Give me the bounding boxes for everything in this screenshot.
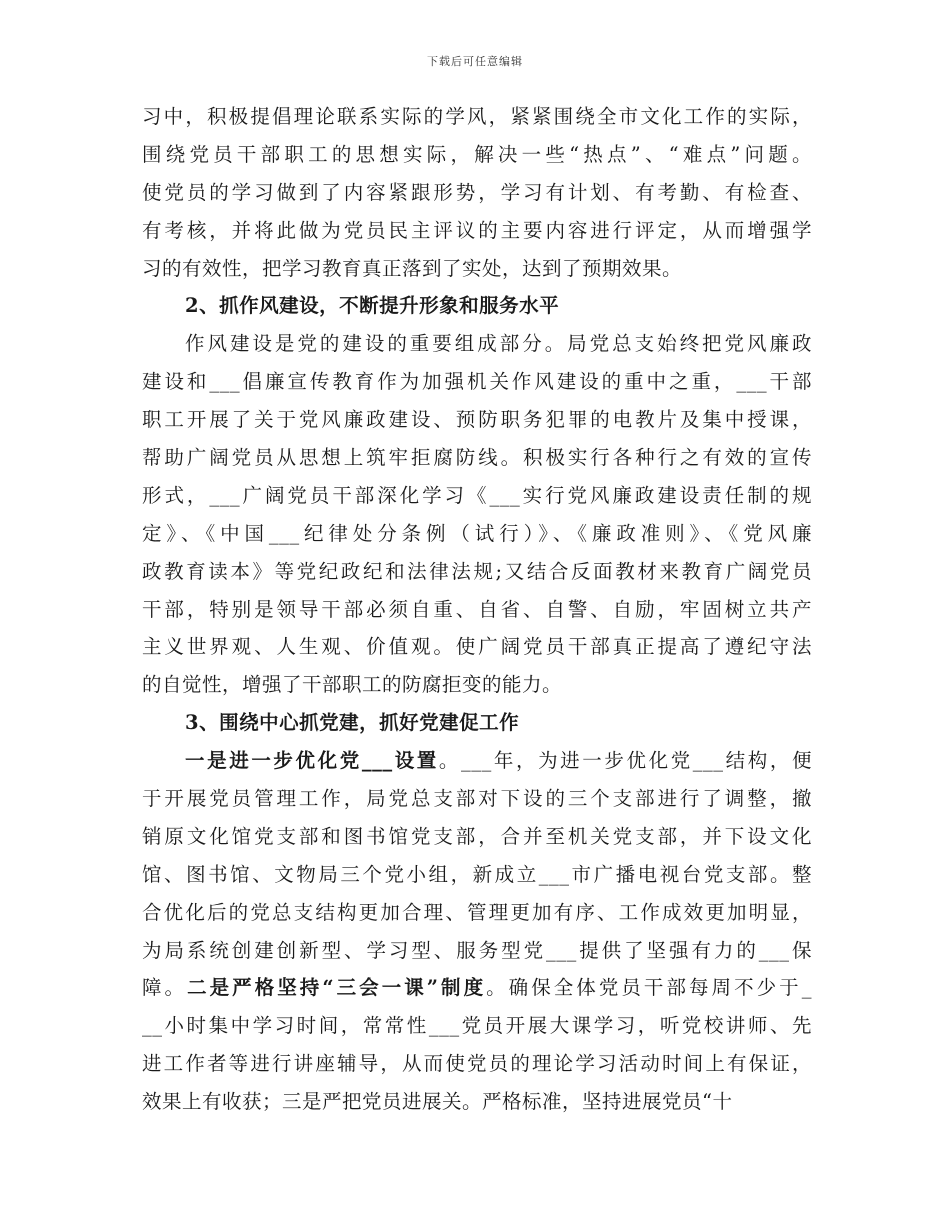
text-line bbox=[142, 250, 812, 288]
text-segment: 馆、图书馆、文物局三个党小组，新成立___市广播电视台党支部。整 bbox=[142, 862, 812, 886]
text-line bbox=[142, 856, 812, 894]
text-segment: 习的有效性，把学习教育真正落到了实处，达到了预期效果。 bbox=[142, 256, 683, 280]
text-segment: __小时集中学习时间，常常性___党员开展大课学习，听党校讲师、先 bbox=[142, 1014, 812, 1038]
text-line bbox=[142, 439, 812, 477]
text-segment: 作风建设是党的建设的重要组成部分。局党总支始终把党风廉政 bbox=[185, 332, 812, 356]
text-segment: 使党员的学习做到了内容紧跟形势，学习有计划、有考勤、有检查、 bbox=[142, 180, 812, 204]
text-line bbox=[142, 780, 812, 818]
text-line bbox=[142, 1083, 812, 1121]
text-segment: 效果上有收获；三是严把党员进展关。严格标准，坚持进展党员“十 bbox=[142, 1090, 733, 1114]
text-line bbox=[142, 212, 812, 250]
text-segment: 。___年，为进一步优化党___结构，便 bbox=[438, 749, 812, 773]
text-segment: 为局系统创建创新型、学习型、服务型党___提供了坚强有力的___保 bbox=[142, 938, 812, 962]
text-segment: 进工作者等进行讲座辅导，从而使党员的理论学习活动时间上有保证， bbox=[142, 1052, 812, 1076]
text-line bbox=[142, 969, 812, 1007]
text-line bbox=[142, 136, 812, 174]
text-segment: 销原文化馆党支部和图书馆党支部，合并至机关党支部，并下设文化 bbox=[142, 824, 812, 848]
text-segment: 障。 bbox=[142, 976, 188, 1000]
bold-text-segment: 一是进一步优化党___设置 bbox=[185, 749, 439, 773]
text-line bbox=[142, 401, 812, 439]
text-line bbox=[142, 1045, 812, 1083]
text-segment: 帮助广阔党员从思想上筑牢拒腐防线。积极实行各种行之有效的宣传 bbox=[142, 446, 812, 470]
text-line bbox=[142, 325, 812, 363]
text-line bbox=[142, 515, 812, 553]
text-segment: 习中，积极提倡理论联系实际的学风，紧紧围绕全市文化工作的实际， bbox=[142, 105, 812, 128]
document-body bbox=[142, 98, 812, 1121]
text-segment: 。确保全体党员干部每周不少于_ bbox=[486, 976, 812, 1000]
text-line bbox=[142, 628, 812, 666]
text-segment: 的自觉性，增强了干部职工的防腐拒变的能力。 bbox=[142, 673, 563, 697]
text-segment: 围绕党员干部职工的思想实际，解决一些“热点”、“难点”问题。 bbox=[142, 142, 812, 166]
text-line bbox=[142, 894, 812, 932]
text-line bbox=[142, 98, 812, 136]
text-line bbox=[142, 477, 812, 515]
text-segment: 职工开展了关于党风廉政建设、预防职务犯罪的电教片及集中授课， bbox=[142, 408, 812, 432]
text-line bbox=[142, 363, 812, 401]
text-segment: 于开展党员管理工作，局党总支部对下设的三个支部进行了调整，撤 bbox=[142, 787, 812, 811]
text-segment: 主义世界观、人生观、价值观。使广阔党员干部真正提高了遵纪守法 bbox=[142, 635, 812, 659]
text-segment: 政教育读本》等党纪政纪和法律法规;又结合反面教材来教育广阔党员 bbox=[142, 559, 812, 583]
text-line bbox=[142, 666, 812, 704]
bold-text-segment: 二是严格坚持“三会一课”制度 bbox=[187, 976, 487, 1000]
text-segment: 建设和___倡廉宣传教育作为加强机关作风建设的重中之重，___干部 bbox=[142, 370, 812, 394]
text-line bbox=[142, 932, 812, 970]
text-line bbox=[142, 1007, 812, 1045]
page-header: 下载后可任意编辑 bbox=[427, 55, 523, 68]
text-line bbox=[142, 553, 812, 591]
text-segment: 定》、《中国___纪律处分条例（试行）》、《廉政准则》、《党风廉 bbox=[142, 521, 812, 545]
text-line bbox=[142, 591, 812, 629]
bold-text-segment: 3、围绕中心抓党建，抓好党建促工作 bbox=[185, 711, 520, 735]
text-segment: 合优化后的党总支结构更加合理、管理更加有序、工作成效更加明显， bbox=[142, 900, 812, 924]
text-line bbox=[142, 174, 812, 212]
text-segment: 有考核，并将此做为党员民主评议的主要内容进行评定，从而增强学 bbox=[142, 218, 812, 242]
section-heading bbox=[142, 704, 812, 742]
text-segment: 干部，特别是领导干部必须自重、自省、自警、自励，牢固树立共产 bbox=[142, 597, 812, 621]
text-segment: 形式，___广阔党员干部深化学习《___实行党风廉政建设责任制的规 bbox=[142, 483, 812, 507]
section-heading bbox=[142, 287, 812, 325]
bold-text-segment: 2、抓作风建设，不断提升形象和服务水平 bbox=[185, 294, 560, 318]
text-line bbox=[142, 818, 812, 856]
text-line bbox=[142, 742, 812, 780]
